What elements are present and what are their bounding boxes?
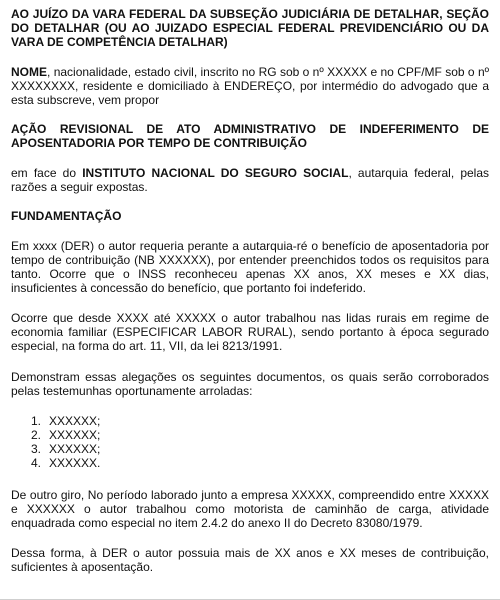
action-title: AÇÃO REVISIONAL DE ATO ADMINISTRATIVO DE INDEFERIMENTO DE APOSENTADORIA POR TEMPO DE CONTRIBUIÇÃO: [11, 122, 489, 150]
list-item-number: 3.: [31, 442, 42, 456]
list-item: [31, 456, 489, 470]
defendant-prefix: em face do: [11, 166, 83, 180]
list-item: [31, 442, 489, 456]
paragraph-rural-work: Ocorre que desde XXXX até XXXXX o autor trabalhou nas lidas rurais em regime de economia familiar (ESPECIFICAR LABOR RURAL), sendo portanto à época segurado especial, na forma do art. 11, VII, da lei 8213/1991.: [11, 311, 489, 353]
documents-list: [11, 414, 489, 470]
plaintiff-name: NOME: [11, 65, 47, 79]
defendant-suffix: , autarquia federal, pelas razões a seguir expostas.: [11, 166, 490, 194]
paragraph-evidence: Demonstram essas alegações os seguintes documentos, os quais serão corroborados pelas testemunhas oportunamente arroladas:: [11, 370, 489, 398]
qualification-paragraph: [11, 65, 489, 107]
defendant-paragraph: [11, 166, 489, 194]
list-item-text: XXXXXX;: [49, 428, 101, 442]
defendant-name: INSTITUTO NACIONAL DO SEGURO SOCIAL: [82, 166, 349, 180]
list-item-text: XXXXXX;: [49, 414, 101, 428]
list-item-text: XXXXXX.: [49, 456, 101, 470]
list-item-number: 4.: [31, 456, 42, 470]
list-item: [31, 414, 489, 428]
paragraph-conclusion: Dessa forma, à DER o autor possuia mais de XX anos e XX meses de contribuição, suficientes à aposentação.: [11, 546, 489, 574]
list-item: [31, 428, 489, 442]
section-heading-fundamentacao: FUNDAMENTAÇÃO: [11, 209, 122, 223]
paragraph-der: Em xxxx (DER) o autor requeria perante a autarquia-ré o benefício de aposentadoria por tempo de contribuição (NB XXXXXX), por entender preenchidos todos os requisitos para tanto. Ocorre que o INSS reconheceu apenas XX anos, XX meses e XX dias, insuficientes à concessão do benefício, que portanto foi indeferido.: [11, 239, 489, 295]
list-item-text: XXXXXX;: [49, 442, 101, 456]
qualification-text: , nacionalidade, estado civil, inscrito no RG sob o nº XXXXX e no CPF/MF sob o nº XXXXXXXX, residente e domiciliado à ENDEREÇO, por intermédio do advogado que a esta subscreve, vem propor: [11, 65, 489, 107]
paragraph-special-activity: De outro giro, No período laborado junto a empresa XXXXX, compreendido entre XXXXX e XXXXXX o autor trabalhou como motorista de caminhão de carga, atividade enquadrada como especial no item 2.4.2 do anexo II do Decreto 83080/1979.: [11, 488, 489, 530]
addressee-heading: AO JUÍZO DA VARA FEDERAL DA SUBSEÇÃO JUDICIÁRIA DE DETALHAR, SEÇÃO DO DETALHAR (OU AO JUIZADO ESPECIAL FEDERAL PREVIDENCIÁRIO OU DA VARA DE COMPETÊNCIA DETALHAR): [11, 7, 489, 49]
list-item-number: 2.: [31, 428, 42, 442]
petition-document: [11, 7, 489, 574]
list-item-number: 1.: [31, 414, 42, 428]
